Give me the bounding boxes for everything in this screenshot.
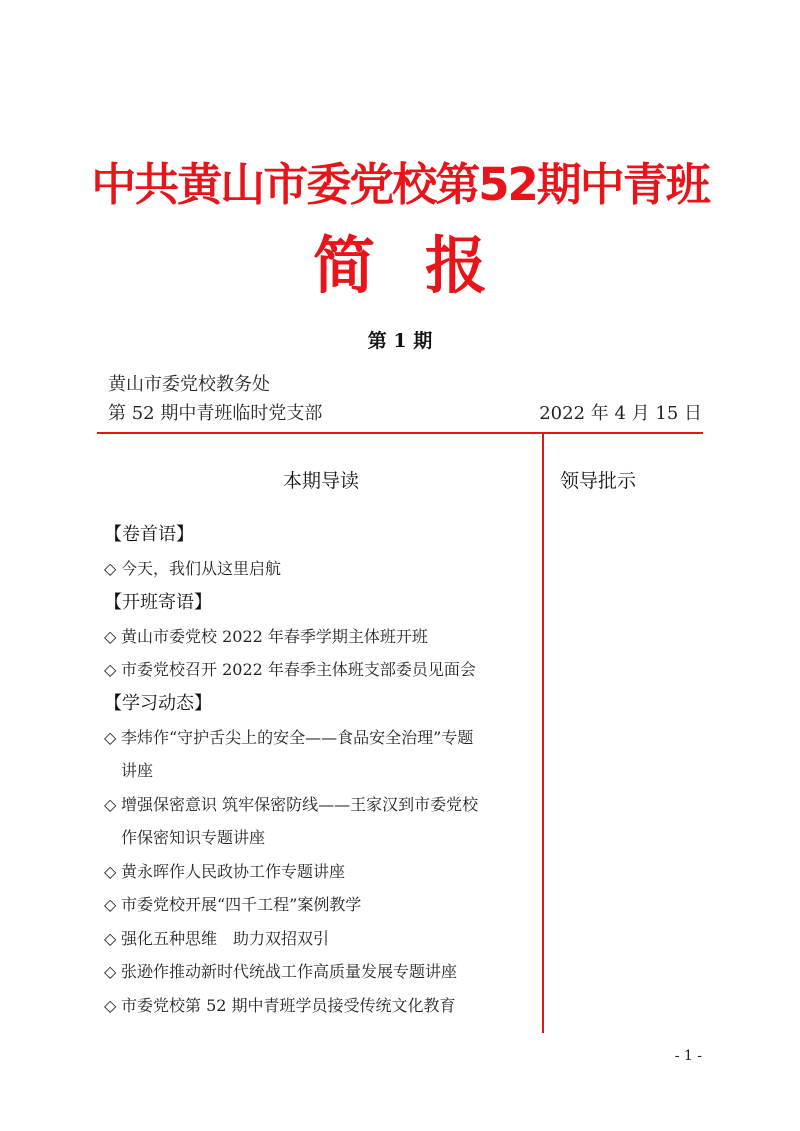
masthead-title: 中共黄山市委党校第52期中青班 (91, 158, 709, 211)
header-divider (97, 432, 703, 434)
toc-item-text: 市委党校召开 2022 年春季主体班支部委员见面会 (121, 660, 476, 679)
toc-item[interactable] (104, 788, 524, 855)
toc-item[interactable] (104, 888, 524, 922)
toc-item[interactable] (104, 955, 524, 989)
toc-item-continuation: 讲座 (121, 761, 154, 780)
toc-item-text: 黄永晖作人民政协工作专题讲座 (121, 861, 346, 881)
toc-item-text: 今天，我们从这里启航 (121, 559, 282, 578)
diamond-bullet-icon: ◇ (104, 626, 117, 646)
column-divider (542, 433, 544, 1033)
toc-item-text: 强化五种思维 助力双招双引 (121, 928, 330, 948)
diamond-bullet-icon: ◇ (104, 962, 117, 981)
toc-item-text: 李炜作“守护舌尖上的安全——食品安全治理”专题 (121, 727, 474, 747)
toc-item[interactable] (104, 721, 524, 788)
section-heading: 【学习动态】 (104, 692, 212, 714)
diamond-bullet-icon: ◇ (104, 895, 117, 914)
leader-comments-heading: 领导批示 (560, 470, 637, 492)
toc-item-text: 黄山市委党校 2022 年春季学期主体班开班 (121, 626, 428, 646)
diamond-bullet-icon: ◇ (104, 660, 117, 679)
diamond-bullet-icon: ◇ (104, 995, 117, 1015)
toc-item-text: 市委党校第 52 期中青班学员接受传统文化教育 (121, 995, 456, 1015)
guide-heading: 本期导读 (282, 470, 359, 492)
toc-item-text: 张逊作推动新时代统战工作高质量发展专题讲座 (121, 962, 458, 981)
issuer-line-1: 黄山市委党校教务处 (108, 374, 270, 395)
toc-item[interactable] (104, 552, 524, 586)
diamond-bullet-icon: ◇ (104, 928, 117, 948)
toc-item[interactable] (104, 855, 524, 889)
diamond-bullet-icon: ◇ (104, 727, 117, 747)
toc-item[interactable] (104, 620, 524, 654)
page-number: - 1 - (674, 1048, 702, 1064)
toc-item-text: 增强保密意识 筑牢保密防线——王家汉到市委党校 (121, 794, 479, 814)
diamond-bullet-icon: ◇ (104, 794, 117, 814)
issue-number: 第 1 期 (367, 330, 433, 352)
toc-item[interactable] (104, 922, 524, 956)
toc-item-text: 市委党校开展“四千工程”案例教学 (121, 895, 362, 914)
diamond-bullet-icon: ◇ (104, 861, 117, 881)
issue-date: 2022 年 4 月 15 日 (539, 403, 702, 424)
toc-item-continuation: 作保密知识专题讲座 (121, 828, 266, 847)
toc-item[interactable] (104, 989, 524, 1023)
issuer-line-2: 第 52 期中青班临时党支部 (108, 403, 323, 424)
diamond-bullet-icon: ◇ (104, 559, 117, 578)
toc-item[interactable] (104, 653, 524, 687)
section-heading: 【开班寄语】 (104, 591, 212, 613)
bulletin-title: 简报 (312, 229, 537, 302)
section-heading: 【卷首语】 (104, 524, 194, 545)
table-of-contents (104, 518, 524, 1022)
